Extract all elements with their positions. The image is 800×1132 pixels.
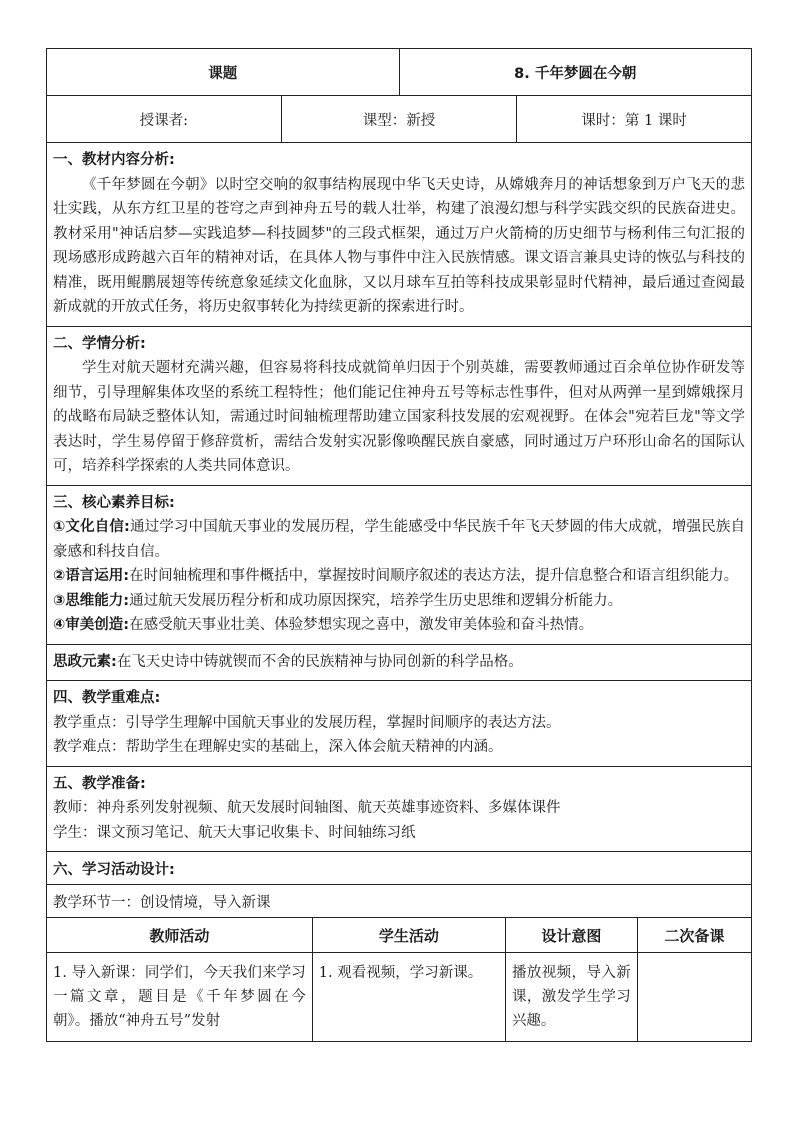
teacher-activity-cell: 1. 导入新课：同学们，今天我们来学习一篇文章，题目是《千年梦圆在今朝》。播放“神舟五号”发射 [47,953,313,1042]
stage-row [47,885,752,918]
ideology-text: 在飞天史诗中铸就锲而不舍的民族精神与协同创新的科学品格。 [116,653,523,670]
activity-header-row [47,918,752,953]
lesson-type-cell: 课型：新授 [281,96,516,143]
section-title: 三、核心素养目标: [53,494,175,511]
goal-item [53,564,745,589]
meta-row [47,96,752,143]
col-teacher-activity: 教师活动 [47,918,313,953]
key-point: 教学重点：引导学生理解中国航天事业的发展历程，掌握时间顺序的表达方法。 [53,714,561,731]
goal-label: ①文化自信: [53,519,130,535]
section-title: 四、教学重难点: [53,690,161,706]
section-title: 六、学习活动设计: [53,861,175,878]
section-title: 二、学情分析: [53,335,146,352]
student-activity-cell: 1. 观看视频，学习新课。 [312,953,505,1042]
section-activity-design [47,852,752,885]
content-table [46,142,752,918]
difficult-point: 教学难点：帮助学生在理解史实的基础上，深入体会航天精神的内涵。 [53,739,503,755]
meta-table [46,95,752,143]
section-title: 一、教材内容分析: [53,152,175,168]
section-body: 学生对航天题材充满兴趣，但容易将科技成就简单归因于个别英雄，需要教师通过百余单位协作研发等细节，引导理解集体攻坚的系统工程特性；他们能记住神舟五号等标志性事件，但对从两弹一星到嫦娥探月的战略布局缺乏整体认知，需通过时间轴梳理帮助建立国家科技发展的宏观视野。在体会"宛若巨龙"等文学表达时，学生易停留于修辞赏析，需结合发射实况影像唤醒民族自豪感，同时通过万户环形山命名的国际认可，培养科学探索的人类共同体意识。 [53,360,745,474]
teacher-prep: 教师：神舟系列发射视频、航天发展时间轴图、航天英雄事迹资料、多媒体课件 [53,800,561,816]
stage-title: 教学环节一：创设情境，导入新课 [53,894,271,911]
topic-row [47,49,752,96]
teacher-cell: 授课者: [47,96,282,143]
ideology-label: 思政元素: [53,653,117,670]
student-prep: 学生：课文预习笔记、航天大事记收集卡、时间轴练习纸 [53,824,416,841]
col-student-activity: 学生活动 [312,918,505,953]
col-design-intent: 设计意图 [505,918,637,953]
section-core-goals [47,485,752,644]
goal-label: ③思维能力: [53,592,130,609]
goal-item [53,589,745,614]
lesson-plan-table [46,48,752,96]
goal-label: ④审美创造: [53,617,130,633]
secondary-prep-cell [637,953,751,1042]
col-secondary-prep: 二次备课 [637,918,751,953]
table-row [47,953,752,1042]
topic-value: 8. 千年梦圆在今朝 [399,49,752,96]
lesson-time-cell: 课时：第 1 课时 [517,96,752,143]
section-learner-analysis [47,326,752,485]
goal-text: 在感受航天事业壮美、体验梦想实现之喜中，激发审美体验和奋斗热情。 [129,617,594,633]
section-textbook-analysis [47,143,752,327]
goal-text: 通过学习中国航天事业的发展历程，学生能感受中华民族千年飞天梦圆的伟大成就，增强民族自豪感和科技自信。 [53,519,745,560]
section-ideology [47,644,752,681]
design-intent-cell: 播放视频，导入新课，激发学生学习兴趣。 [505,953,637,1042]
section-title: 五、教学准备: [53,775,146,792]
goal-item [53,515,745,564]
topic-label: 课题 [47,49,400,96]
section-body: 《千年梦圆在今朝》以时空交响的叙事结构展现中华飞天史诗，从嫦娥奔月的神话想象到万户飞天的悲壮实践，从东方红卫星的苍穹之声到神舟五号的载人壮举，构建了浪漫幻想与科学实践交织的民族奋进史。教材采用"神话启梦—实践追梦—科技圆梦"的三段式框架，通过万户火箭椅的历史细节与杨利伟三句汇报的现场感形成跨越六百年的精神对话，在具体人物与事件中注入民族情感。课文语言兼具史诗的恢弘与科技的精准，既用鲲鹏展翅等传统意象延续文化血脉，又以月球车互拍等科技成果彰显时代精神，最后通过查阅最新成就的开放式任务，将历史叙事转化为持续更新的探索进行时。 [53,176,745,315]
goal-text: 通过航天发展历程分析和成功原因探究，培养学生历史思维和逻辑分析能力。 [129,592,623,609]
section-preparation [47,766,752,852]
goal-item [53,613,745,638]
activity-table [46,917,752,1042]
section-key-points [47,681,752,767]
goal-label: ②语言运用: [53,568,130,584]
lesson-plan-sheet [46,48,752,1042]
goal-text: 在时间轴梳理和事件概括中，掌握按时间顺序叙述的表达方法，提升信息整合和语言组织能力。 [129,568,739,584]
